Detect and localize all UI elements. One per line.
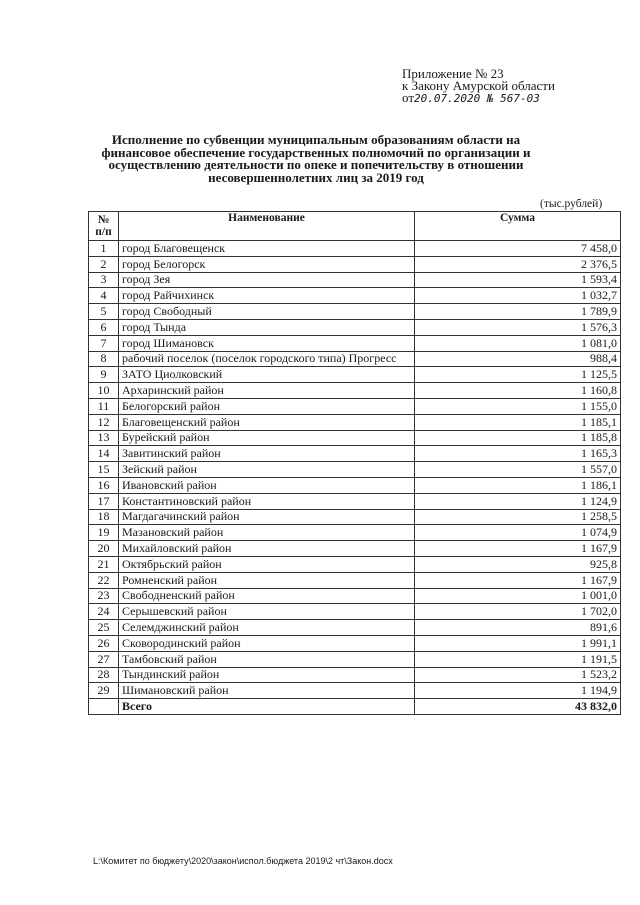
row-name: город Свободный xyxy=(119,304,415,320)
row-name: Белогорский район xyxy=(119,398,415,414)
table-header-row xyxy=(89,212,621,241)
row-name: Мазановский район xyxy=(119,525,415,541)
table-row xyxy=(89,446,621,462)
table-row xyxy=(89,635,621,651)
table-body xyxy=(89,241,621,699)
row-sum: 1 074,9 xyxy=(415,525,621,541)
table-row xyxy=(89,304,621,320)
table-row xyxy=(89,430,621,446)
row-sum: 7 458,0 xyxy=(415,241,621,257)
header-num-line1: № xyxy=(97,214,110,226)
table-row xyxy=(89,509,621,525)
table-row xyxy=(89,572,621,588)
table-row xyxy=(89,525,621,541)
table-row xyxy=(89,462,621,478)
row-number: 21 xyxy=(89,556,119,572)
row-name: Магдагачинский район xyxy=(119,509,415,525)
table-row xyxy=(89,493,621,509)
table-row xyxy=(89,667,621,683)
row-number: 16 xyxy=(89,477,119,493)
table-row xyxy=(89,319,621,335)
row-number: 27 xyxy=(89,651,119,667)
row-sum: 1 258,5 xyxy=(415,509,621,525)
row-sum: 1 167,9 xyxy=(415,572,621,588)
report-table xyxy=(88,211,621,715)
row-name: Сковородинский район xyxy=(119,635,415,651)
row-name: Архаринский район xyxy=(119,383,415,399)
table-row xyxy=(89,477,621,493)
file-path-footer: L:\Комитет по бюджету\2020\закон\испол.бюджета 2019\2 чт\Закон.docx xyxy=(93,856,393,866)
row-sum: 1 032,7 xyxy=(415,288,621,304)
row-sum: 1 576,3 xyxy=(415,319,621,335)
row-name: Октябрьский район xyxy=(119,556,415,572)
row-sum: 1 702,0 xyxy=(415,604,621,620)
table-row xyxy=(89,620,621,636)
row-number: 4 xyxy=(89,288,119,304)
table-row xyxy=(89,651,621,667)
appendix-date-prefix: от xyxy=(402,90,415,105)
row-sum: 1 789,9 xyxy=(415,304,621,320)
table-row xyxy=(89,383,621,399)
row-name: город Тында xyxy=(119,319,415,335)
row-number: 2 xyxy=(89,256,119,272)
row-number: 11 xyxy=(89,398,119,414)
row-number: 3 xyxy=(89,272,119,288)
row-sum: 988,4 xyxy=(415,351,621,367)
total-label: Всего xyxy=(119,699,415,715)
table-row xyxy=(89,256,621,272)
row-sum: 1 167,9 xyxy=(415,541,621,557)
row-name: рабочий поселок (поселок городского типа) Прогресс xyxy=(119,351,415,367)
row-sum: 1 125,5 xyxy=(415,367,621,383)
row-number: 1 xyxy=(89,241,119,257)
table-row xyxy=(89,351,621,367)
row-name: Завитинский район xyxy=(119,446,415,462)
appendix-number: Приложение № 23 xyxy=(402,66,504,81)
row-sum: 1 523,2 xyxy=(415,667,621,683)
row-sum: 1 991,1 xyxy=(415,635,621,651)
row-number: 14 xyxy=(89,446,119,462)
table-row xyxy=(89,398,621,414)
row-number: 19 xyxy=(89,525,119,541)
row-number: 6 xyxy=(89,319,119,335)
row-sum: 1 165,3 xyxy=(415,446,621,462)
row-sum: 1 001,0 xyxy=(415,588,621,604)
row-sum: 1 185,8 xyxy=(415,430,621,446)
row-number: 10 xyxy=(89,383,119,399)
header-num xyxy=(89,212,119,241)
table-row xyxy=(89,556,621,572)
row-number: 9 xyxy=(89,367,119,383)
row-sum: 1 160,8 xyxy=(415,383,621,399)
table-row xyxy=(89,683,621,699)
row-number: 12 xyxy=(89,414,119,430)
row-number: 13 xyxy=(89,430,119,446)
row-sum: 1 557,0 xyxy=(415,462,621,478)
row-number: 18 xyxy=(89,509,119,525)
row-name: город Белогорск xyxy=(119,256,415,272)
row-number: 28 xyxy=(89,667,119,683)
row-sum: 1 194,9 xyxy=(415,683,621,699)
row-name: Серышевский район xyxy=(119,604,415,620)
row-sum: 1 124,9 xyxy=(415,493,621,509)
row-name: Бурейский район xyxy=(119,430,415,446)
row-name: город Благовещенск xyxy=(119,241,415,257)
row-name: Селемджинский район xyxy=(119,620,415,636)
table-row xyxy=(89,588,621,604)
header-num-line2: п/п xyxy=(95,226,112,238)
units-label: (тыс.рублей) xyxy=(540,198,603,210)
row-sum: 1 186,1 xyxy=(415,477,621,493)
appendix-note xyxy=(402,68,555,105)
row-number: 24 xyxy=(89,604,119,620)
row-name: Благовещенский район xyxy=(119,414,415,430)
row-name: Шимановский район xyxy=(119,683,415,699)
row-name: Михайловский район xyxy=(119,541,415,557)
row-number: 20 xyxy=(89,541,119,557)
header-name: Наименование xyxy=(119,212,415,241)
row-number: 22 xyxy=(89,572,119,588)
table-row xyxy=(89,367,621,383)
table-row xyxy=(89,414,621,430)
row-sum: 1 593,4 xyxy=(415,272,621,288)
row-sum: 1 185,1 xyxy=(415,414,621,430)
row-name: Ромненский район xyxy=(119,572,415,588)
table-row xyxy=(89,288,621,304)
row-name: Ивановский район xyxy=(119,477,415,493)
appendix-law-reference: к Закону Амурской области xyxy=(402,78,555,93)
row-number: 29 xyxy=(89,683,119,699)
row-number: 17 xyxy=(89,493,119,509)
row-name: Свободненский район xyxy=(119,588,415,604)
total-row xyxy=(89,699,621,715)
row-sum: 925,8 xyxy=(415,556,621,572)
table-row xyxy=(89,604,621,620)
row-name: город Райчихинск xyxy=(119,288,415,304)
row-name: Тамбовский район xyxy=(119,651,415,667)
row-number: 7 xyxy=(89,335,119,351)
table-row xyxy=(89,272,621,288)
appendix-handwritten-date: 20.07.2020 № 567-03 xyxy=(414,92,540,105)
row-number: 15 xyxy=(89,462,119,478)
header-sum: Сумма xyxy=(415,212,621,241)
row-number: 23 xyxy=(89,588,119,604)
table-row xyxy=(89,335,621,351)
row-sum: 2 376,5 xyxy=(415,256,621,272)
row-number: 8 xyxy=(89,351,119,367)
total-sum: 43 832,0 xyxy=(415,699,621,715)
appendix-date-line xyxy=(402,92,555,105)
row-sum: 1 191,5 xyxy=(415,651,621,667)
row-sum: 1 081,0 xyxy=(415,335,621,351)
table-row xyxy=(89,241,621,257)
row-number: 25 xyxy=(89,620,119,636)
row-number: 5 xyxy=(89,304,119,320)
row-name: ЗАТО Циолковский xyxy=(119,367,415,383)
row-number: 26 xyxy=(89,635,119,651)
row-name: город Зея xyxy=(119,272,415,288)
row-sum: 1 155,0 xyxy=(415,398,621,414)
document-title: Исполнение по субвенции муниципальным образованиям области на финансовое обеспечение государственных полномочий по организации и осуществлению деятельности по опеке и попечительству в отношении несовершеннолетних лиц за 2019 год xyxy=(101,132,531,185)
row-name: Зейский район xyxy=(119,462,415,478)
total-num-cell xyxy=(89,699,119,715)
row-name: город Шимановск xyxy=(119,335,415,351)
row-name: Тындинский район xyxy=(119,667,415,683)
row-name: Константиновский район xyxy=(119,493,415,509)
row-sum: 891,6 xyxy=(415,620,621,636)
table-row xyxy=(89,541,621,557)
